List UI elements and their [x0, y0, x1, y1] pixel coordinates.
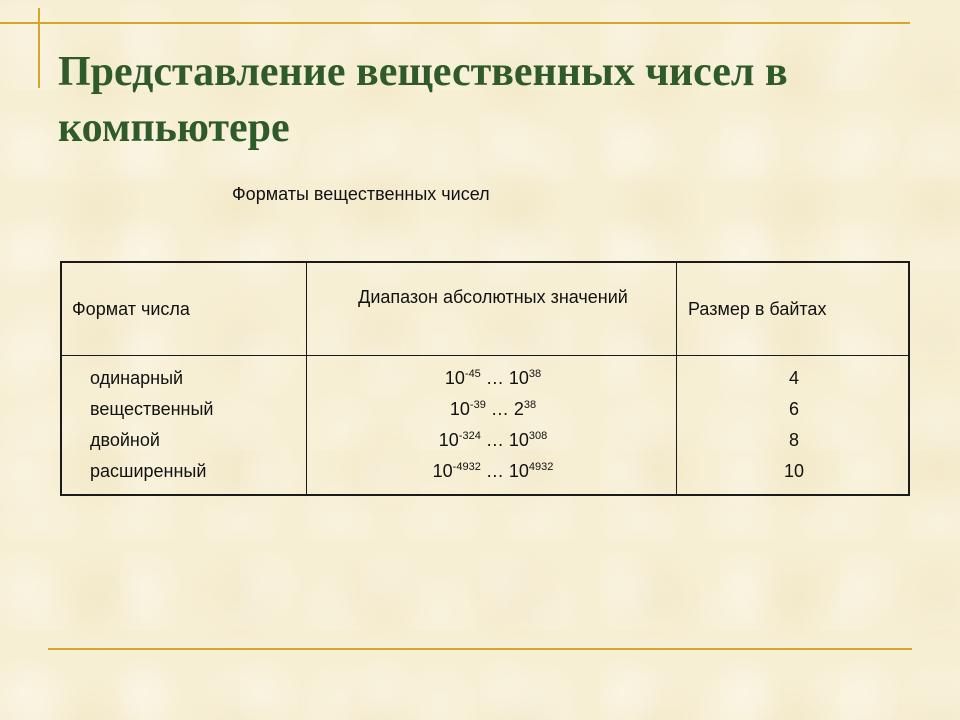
range-max-exp: 38: [523, 399, 537, 411]
range-max-exp: 38: [528, 368, 542, 380]
range-max-base: 2: [513, 399, 524, 419]
range-max-base: 10: [508, 461, 529, 481]
range-ellipsis: …: [480, 430, 509, 450]
range-min-base: 10: [449, 399, 470, 419]
range-cell: [308, 425, 678, 456]
formats-table: [60, 261, 910, 496]
format-list: [90, 363, 213, 487]
format-cell: двойной: [90, 430, 160, 450]
slide-title: Представление вещественных чисел в компьютере: [58, 49, 788, 151]
header-range: Диапазон абсолютных значений: [358, 287, 628, 307]
range-min-base: 10: [432, 461, 453, 481]
size-cell: 4: [788, 368, 799, 388]
header-size: Размер в байтах: [688, 299, 827, 319]
frame-bottom-line: [48, 648, 912, 650]
size-list: [678, 363, 910, 487]
range-min-exp: -39: [469, 399, 486, 411]
range-max-base: 10: [508, 368, 529, 388]
range-max-exp: 4932: [528, 461, 554, 473]
range-min-exp: -324: [458, 430, 481, 442]
size-cell: 8: [788, 430, 799, 450]
size-cell: 6: [788, 399, 799, 419]
header-divider: [62, 355, 908, 356]
range-ellipsis: …: [480, 368, 509, 388]
range-ellipsis: …: [480, 461, 509, 481]
format-cell: расширенный: [90, 461, 207, 481]
range-cell: [308, 394, 678, 425]
header-format: Формат числа: [72, 299, 190, 319]
format-cell: вещественный: [90, 399, 214, 419]
range-cell: [308, 363, 678, 394]
range-list: [308, 363, 678, 487]
frame-top-line: [0, 22, 910, 24]
range-min-exp: -4932: [452, 461, 481, 473]
size-cell: 10: [783, 461, 805, 481]
range-min-base: 10: [444, 368, 465, 388]
range-min-exp: -45: [464, 368, 481, 380]
table-caption: Форматы вещественных чисел: [232, 184, 490, 204]
column-divider: [306, 263, 307, 494]
range-max-base: 10: [508, 430, 529, 450]
format-cell: одинарный: [90, 368, 184, 388]
range-min-base: 10: [438, 430, 459, 450]
range-ellipsis: …: [485, 399, 514, 419]
range-max-exp: 308: [528, 430, 548, 442]
frame-left-line: [38, 8, 40, 88]
range-cell: [308, 456, 678, 487]
